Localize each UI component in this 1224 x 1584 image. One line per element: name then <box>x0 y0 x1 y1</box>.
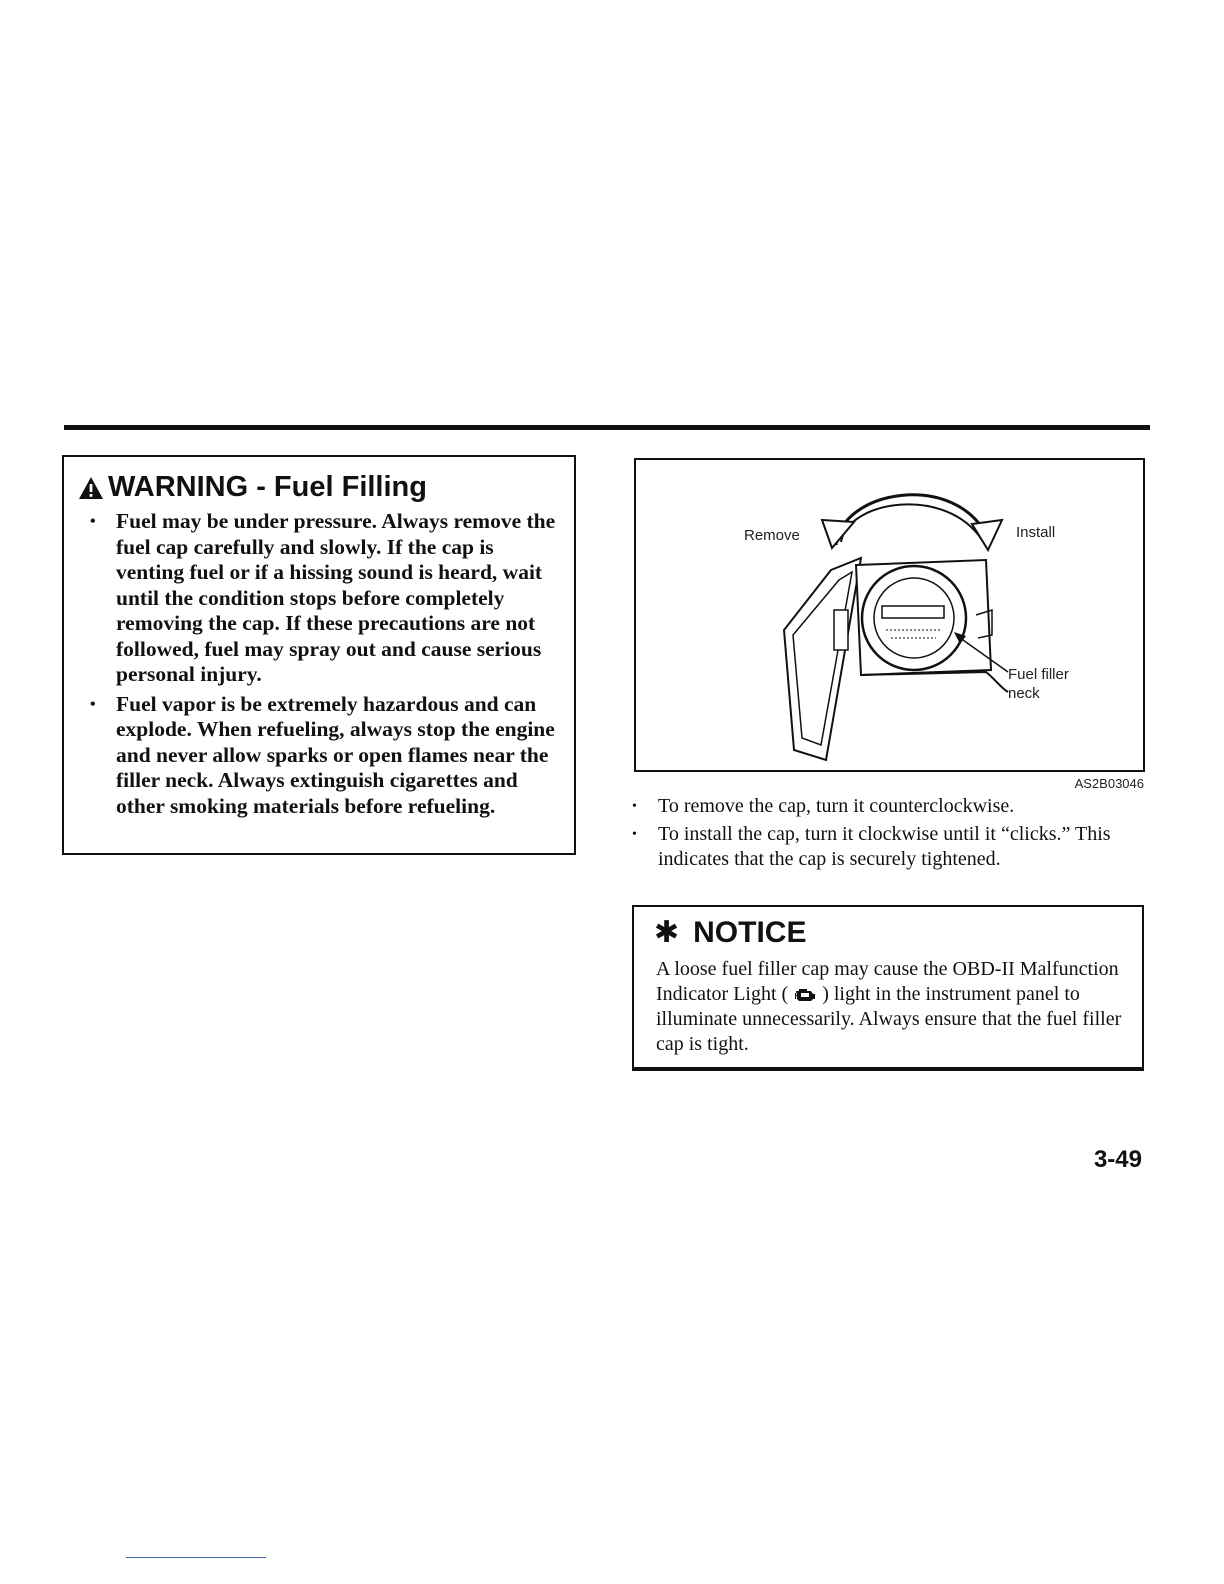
warning-item-text: Fuel may be under pressure. Always remove the fuel cap carefully and slowly. If the cap is venting fuel or if a hissing sound is heard, wait until the condition stops before completely removing the cap. If these precautions are not followed, fuel may spray out and cause serious personal injury. <box>116 509 556 686</box>
fuel-cap-illustration <box>634 458 1145 772</box>
warning-title-text: WARNING - Fuel Filling <box>108 471 427 503</box>
fuel-cap-drawing <box>636 460 1143 770</box>
warning-triangle-icon <box>78 476 104 500</box>
label-remove: Remove <box>744 527 800 544</box>
warning-item: • Fuel vapor is be extremely hazardous and can explode. When refueling, always stop the engine and never allow sparks or open flames near the filler neck. Always extinguish cigarettes and other smoking materials before refueling. <box>90 691 555 818</box>
engine-check-icon <box>793 986 817 1002</box>
notice-text-part2: ) light in the instrument panel to illuminate unnecessarily. Always ensure that the fuel filler cap is tight. <box>656 983 1122 1055</box>
warning-box <box>62 455 576 855</box>
label-install: Install <box>1016 524 1056 541</box>
notice-text <box>656 957 1126 1057</box>
notice-title <box>654 915 806 950</box>
page-number: 3-49 <box>1093 1146 1142 1173</box>
instruction-item-text: To install the cap, turn it clockwise until it “clicks.” This indicates that the cap is securely tightened. <box>658 823 1111 870</box>
notice-text-part1: A loose fuel filler cap may cause the OBD-II Malfunction Indicator Light ( <box>656 958 1119 1005</box>
warning-title <box>78 471 427 504</box>
instruction-item-text: To remove the cap, turn it counterclockwise. <box>658 795 1015 817</box>
bottom-rule <box>126 1557 266 1558</box>
warning-item: • Fuel may be under pressure. Always remove the fuel cap carefully and slowly. If the cap is venting fuel or if a hissing sound is heard, wait until the condition stops before completely removing the cap. If these precautions are not followed, fuel may spray out and cause serious personal injury. <box>90 509 556 686</box>
instruction-item: • To remove the cap, turn it counterclockwise. <box>632 795 1015 817</box>
notice-box <box>632 905 1144 1071</box>
instruction-list <box>632 794 1152 875</box>
top-rule <box>64 425 1150 430</box>
notice-title-text: NOTICE <box>693 915 807 949</box>
asterisk-icon: ✱ <box>654 916 680 949</box>
figure-code: AS2B03046 <box>1074 776 1144 791</box>
warning-item-text: Fuel vapor is be extremely hazardous and can explode. When refueling, always stop the engine and never allow sparks or open flames near the filler neck. Always extinguish cigarettes and other smoking materials before refueling. <box>116 691 555 818</box>
instruction-item: • To install the cap, turn it clockwise until it “clicks.” This indicates that the cap is securely tightened. <box>632 823 1111 870</box>
warning-list <box>84 509 564 823</box>
label-fuel-filler-neck: Fuel filler neck <box>1008 666 1069 702</box>
